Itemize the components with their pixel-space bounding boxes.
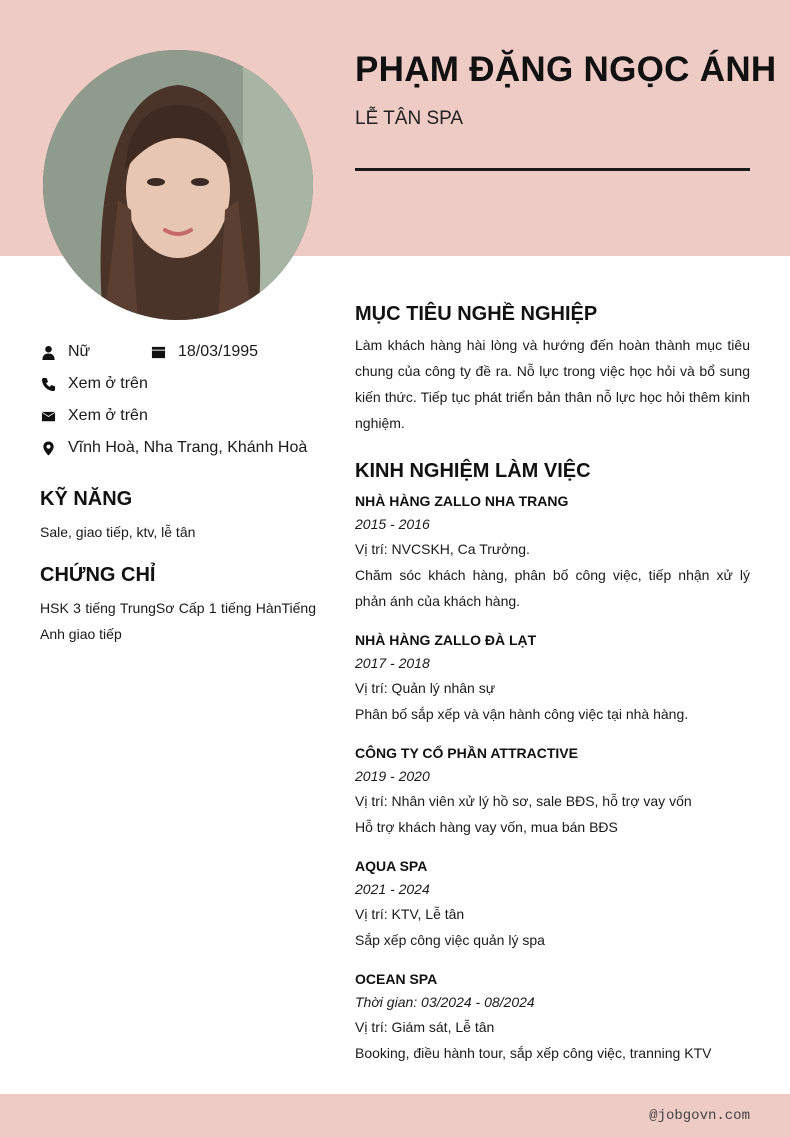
phone-icon [40, 376, 56, 392]
profile-photo [43, 50, 313, 320]
job-position: Vị trí: Nhân viên xử lý hồ sơ, sale BĐS, hỗ trợ vay vốn [355, 793, 692, 809]
gender-value: Nữ [68, 343, 91, 360]
email-value: Xem ở trên [68, 407, 148, 424]
job-description: Booking, điều hành tour, sắp xếp công việc, tranning KTV [355, 1045, 712, 1061]
company-name: OCEAN SPA [355, 971, 438, 987]
company-name: NHÀ HÀNG ZALLO ĐÀ LẠT [355, 632, 537, 648]
job-description: Sắp xếp công việc quản lý spa [355, 932, 545, 948]
job-description: Chăm sóc khách hàng, phân bố công việc, tiếp nhận xử lý phản ánh của khách hàng. [355, 567, 750, 609]
skills-text: Sale, giao tiếp, ktv, lễ tân [40, 524, 196, 540]
objective-text: Làm khách hàng hài lòng và hướng đến hoàn thành mục tiêu chung của công ty đề ra. Nỗ lực trong việc học hỏi và bổ sung kiến thức. Tiếp tục phát triển bản thân nỗ lực học hỏi thêm kinh nghiệm. [355, 337, 750, 431]
experience-title: KINH NGHIỆM LÀM VIỆC [355, 460, 591, 482]
candidate-role: LỄ TÂN SPA [355, 108, 464, 129]
work-period: 2017 - 2018 [355, 655, 430, 671]
experience-item [355, 631, 750, 727]
email-row [40, 407, 148, 425]
company-name: NHÀ HÀNG ZALLO NHA TRANG [355, 493, 569, 509]
name-divider [355, 168, 750, 171]
company-name: CÔNG TY CỔ PHẦN ATTRACTIVE [355, 745, 578, 761]
birthdate-row [150, 343, 258, 361]
work-period: Thời gian: 03/2024 - 08/2024 [355, 994, 535, 1010]
work-period: 2019 - 2020 [355, 768, 430, 784]
skills-title: KỸ NĂNG [40, 488, 133, 510]
work-period: 2015 - 2016 [355, 516, 430, 532]
job-description: Hỗ trợ khách hàng vay vốn, mua bán BĐS [355, 819, 618, 835]
address-row [40, 439, 307, 457]
certificates-title: CHỨNG CHỈ [40, 564, 156, 586]
company-name: AQUA SPA [355, 858, 428, 874]
work-period: 2021 - 2024 [355, 881, 430, 897]
address-value: Vĩnh Hoà, Nha Trang, Khánh Hoà [68, 439, 308, 456]
footer-credit: @jobgovn.com [649, 1108, 750, 1124]
job-position: Vị trí: NVCSKH, Ca Trưởng. [355, 541, 530, 557]
job-position: Vị trí: Giám sát, Lễ tân [355, 1019, 495, 1035]
experience-item [355, 744, 750, 840]
experience-item [355, 492, 750, 614]
calendar-icon [150, 344, 166, 360]
job-position: Vị trí: Quản lý nhân sự [355, 680, 496, 696]
user-icon [40, 344, 56, 360]
gender-row [40, 343, 90, 361]
candidate-name: PHẠM ĐẶNG NGỌC ÁNH [355, 50, 777, 89]
experience-item [355, 970, 750, 1066]
birthdate-value: 18/03/1995 [178, 343, 259, 360]
job-position: Vị trí: KTV, Lễ tân [355, 906, 465, 922]
mail-icon [40, 408, 56, 424]
experience-item [355, 857, 750, 953]
phone-value: Xem ở trên [68, 375, 148, 392]
phone-row [40, 375, 148, 393]
location-pin-icon [40, 440, 56, 456]
job-description: Phân bố sắp xếp và vận hành công việc tại nhà hàng. [355, 706, 689, 722]
certificates-text: HSK 3 tiếng TrungSơ Cấp 1 tiếng HànTiếng Anh giao tiếp [40, 600, 316, 642]
objective-title: MỤC TIÊU NGHỀ NGHIỆP [355, 303, 598, 325]
